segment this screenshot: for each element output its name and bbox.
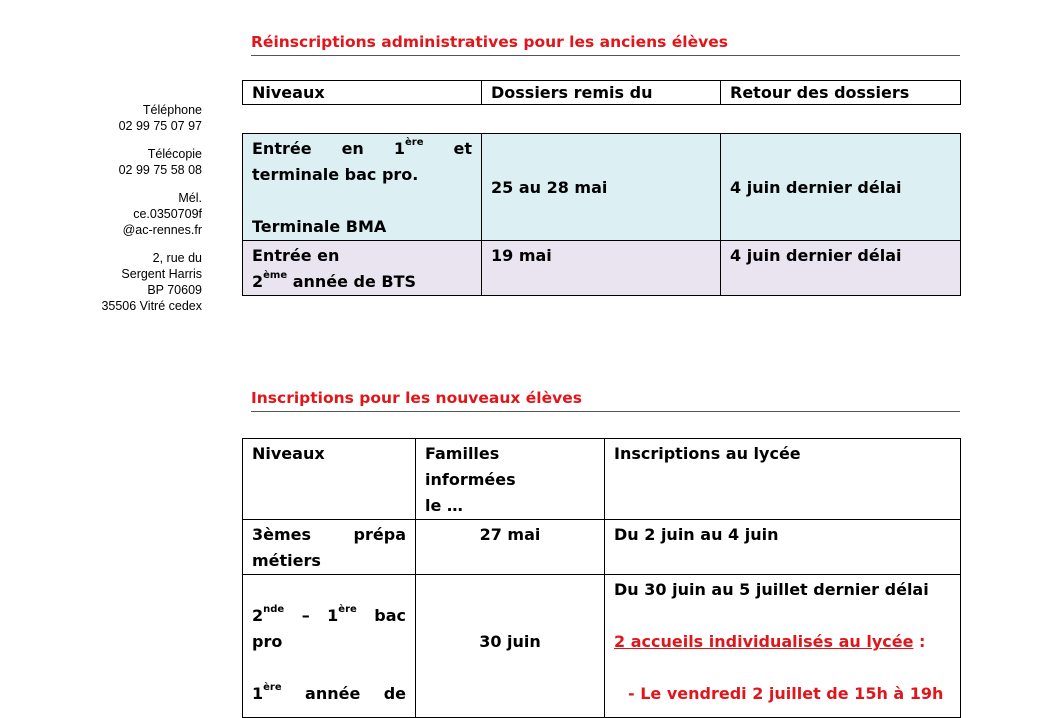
fax-number: 02 99 75 58 08 bbox=[118, 163, 202, 177]
informed-cell: 27 mai bbox=[416, 520, 605, 575]
address-line2: Sergent Harris bbox=[121, 267, 202, 281]
level-cell: Entrée en 1ère et terminale bac pro. Terminale BMA bbox=[243, 134, 482, 241]
table-row bbox=[243, 134, 961, 241]
mail-label: Mél. bbox=[178, 191, 202, 205]
phone-label: Téléphone bbox=[142, 103, 202, 117]
address-line4: 35506 Vitré cedex bbox=[101, 299, 202, 313]
inscriptions-title: Inscriptions pour les nouveaux élèves bbox=[251, 389, 960, 412]
contact-sidebar bbox=[60, 102, 202, 326]
fax-label: Télécopie bbox=[147, 147, 202, 161]
informed-cell: 30 juin bbox=[416, 575, 605, 718]
dates-cell: 19 mai bbox=[482, 241, 721, 296]
dates-cell: 25 au 28 mai bbox=[482, 134, 721, 241]
address-line1: 2, rue du bbox=[152, 251, 202, 265]
header-informed: Familles informées le … bbox=[416, 439, 605, 520]
welcome-item: - Le vendredi 2 juillet de 15h à 19h bbox=[628, 684, 944, 703]
mail-line1: ce.0350709f bbox=[133, 207, 202, 221]
table-row bbox=[243, 439, 961, 520]
header-levels: Niveaux bbox=[243, 439, 416, 520]
table-row bbox=[243, 241, 961, 296]
reinscriptions-header-table bbox=[242, 80, 961, 105]
header-dossiers: Dossiers remis du bbox=[482, 81, 721, 105]
return-cell: 4 juin dernier délai bbox=[721, 241, 961, 296]
return-cell: 4 juin dernier délai bbox=[721, 134, 961, 241]
header-levels: Niveaux bbox=[243, 81, 482, 105]
registration-cell: Du 2 juin au 4 juin bbox=[605, 520, 961, 575]
registration-dates: Du 30 juin au 5 juillet dernier délai bbox=[614, 580, 929, 599]
address-line3: BP 70609 bbox=[147, 283, 202, 297]
table-row bbox=[243, 520, 961, 575]
table-row bbox=[243, 575, 961, 718]
reinscriptions-table bbox=[242, 133, 961, 296]
level-cell: Entrée en 2ème année de BTS bbox=[243, 241, 482, 296]
level-cell: 3èmes prépa métiers bbox=[243, 520, 416, 575]
registration-cell bbox=[605, 575, 961, 718]
level-cell: 2nde – 1ère bac pro 1ère année de bbox=[243, 575, 416, 718]
welcome-title: 2 accueils individualisés au lycée : bbox=[614, 632, 926, 651]
mail-line2: @ac-rennes.fr bbox=[122, 223, 202, 237]
inscriptions-table bbox=[242, 438, 961, 718]
phone-number: 02 99 75 07 97 bbox=[118, 119, 202, 133]
header-registration: Inscriptions au lycée bbox=[605, 439, 961, 520]
reinscriptions-title: Réinscriptions administratives pour les anciens élèves bbox=[251, 33, 960, 56]
header-return: Retour des dossiers bbox=[721, 81, 961, 105]
